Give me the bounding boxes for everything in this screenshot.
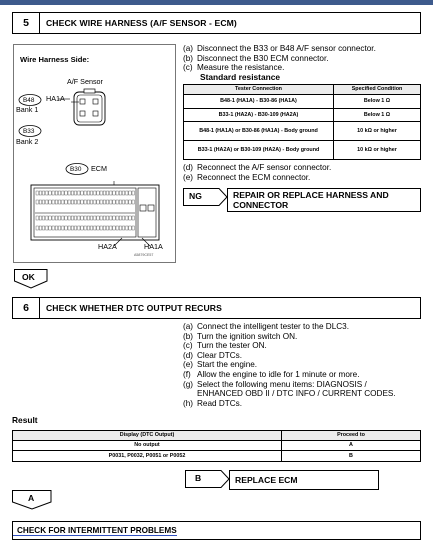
step6-procedure-list [183,322,396,408]
b-remedy-box [229,470,379,490]
procedure-step: (c) Measure the resistance. [183,63,285,73]
procedure-step: (a) Connect the intelligent tester to the DLC3. [183,322,350,331]
final-step-box [12,521,421,540]
a-label: A [28,493,35,503]
step-title: CHECK WHETHER DTC OUTPUT RECURS [46,303,222,313]
wire-harness-figure [13,44,176,263]
figure-id: A5879CE57 [134,253,154,257]
ha2a-label: HA2A [98,242,117,251]
top-bar [0,0,433,5]
procedure-step: (b) Disconnect the B30 ECM connector. [183,53,329,63]
result-heading: Result [12,415,38,425]
table-header-row: Tester Connection Specified Condition [184,85,421,95]
procedure-step: ENHANCED OBD II / DTC INFO / CURRENT CODES. [197,389,396,399]
procedure-step: (d) Reconnect the A/F sensor connector. [183,163,332,172]
procedure-step: (f) Allow the engine to idle for 1 minute or more. [183,369,360,379]
standard-resistance-heading: Standard resistance [200,72,281,82]
procedure-step: (b) Turn the ignition switch ON. [183,331,298,341]
procedure-step: (e) Reconnect the ECM connector. [183,172,311,182]
b-arrow-icon [185,470,231,488]
table-row: B48-1 (HA1A) or B30-86 (HA1A) - Body ground 10 kΩ or higher [184,122,421,141]
procedure-step: (a) Disconnect the B33 or B48 A/F sensor connector. [183,44,376,53]
procedure-step: (e) Start the engine. [183,360,258,370]
table-row: No output A [13,441,421,451]
step-6-header [12,297,421,319]
ok-label: OK [22,272,35,282]
ha1a-top-label: HA1A [46,94,65,103]
table-row: B33-1 (HA2A) - B30-109 (HA2A) Below 1 Ω [184,109,421,122]
step-title: CHECK WIRE HARNESS (A/F SENSOR - ECM) [46,18,237,28]
step-number: 5 [13,13,40,33]
bank1-label: Bank 1 [16,105,39,114]
ng-remedy-line1: REPAIR OR REPLACE HARNESS AND [233,190,389,200]
step-5-header [12,12,421,34]
ng-label: NG [189,191,202,201]
standard-resistance-table [183,84,421,160]
af-sensor-label: A/F Sensor [67,77,103,86]
b48-label: B48 [23,97,35,104]
step-number: 6 [13,298,40,318]
b-remedy-text: REPLACE ECM [235,475,298,485]
final-step-text: CHECK FOR INTERMITTENT PROBLEMS [13,526,177,536]
procedure-step: (d) Clear DTCs. [183,350,243,360]
table-row: B33-1 (HA2A) or B30-109 (HA2A) - Body ground 10 kΩ or higher [184,141,421,160]
ng-remedy-box [227,188,421,212]
bank2-label: Bank 2 [16,137,39,146]
step5-procedure-list [183,44,376,73]
procedure-step: (h) Read DTCs. [183,398,243,408]
ng-remedy-line2: CONNECTOR [233,200,289,210]
connector-diagram [14,45,175,262]
b-label: B [195,473,202,483]
figure-heading: Wire Harness Side: [20,55,90,64]
step5-procedure-after [183,163,331,182]
ecm-label: ECM [91,164,107,173]
table-row: B48-1 (HA1A) - B30-86 (HA1A) Below 1 Ω [184,95,421,109]
ha1a-bottom-label: HA1A [144,242,163,251]
b33-label: B33 [23,128,35,135]
result-table [12,430,421,462]
b30-label: B30 [70,166,82,173]
procedure-step: (c) Turn the tester ON. [183,341,267,351]
procedure-step: (g) Select the following menu items: DIAGNOSIS / [183,379,367,389]
table-header-row: Display (DTC Output) Proceed to [13,431,421,441]
table-row: P0031, P0032, P0051 or P0052 B [13,451,421,462]
